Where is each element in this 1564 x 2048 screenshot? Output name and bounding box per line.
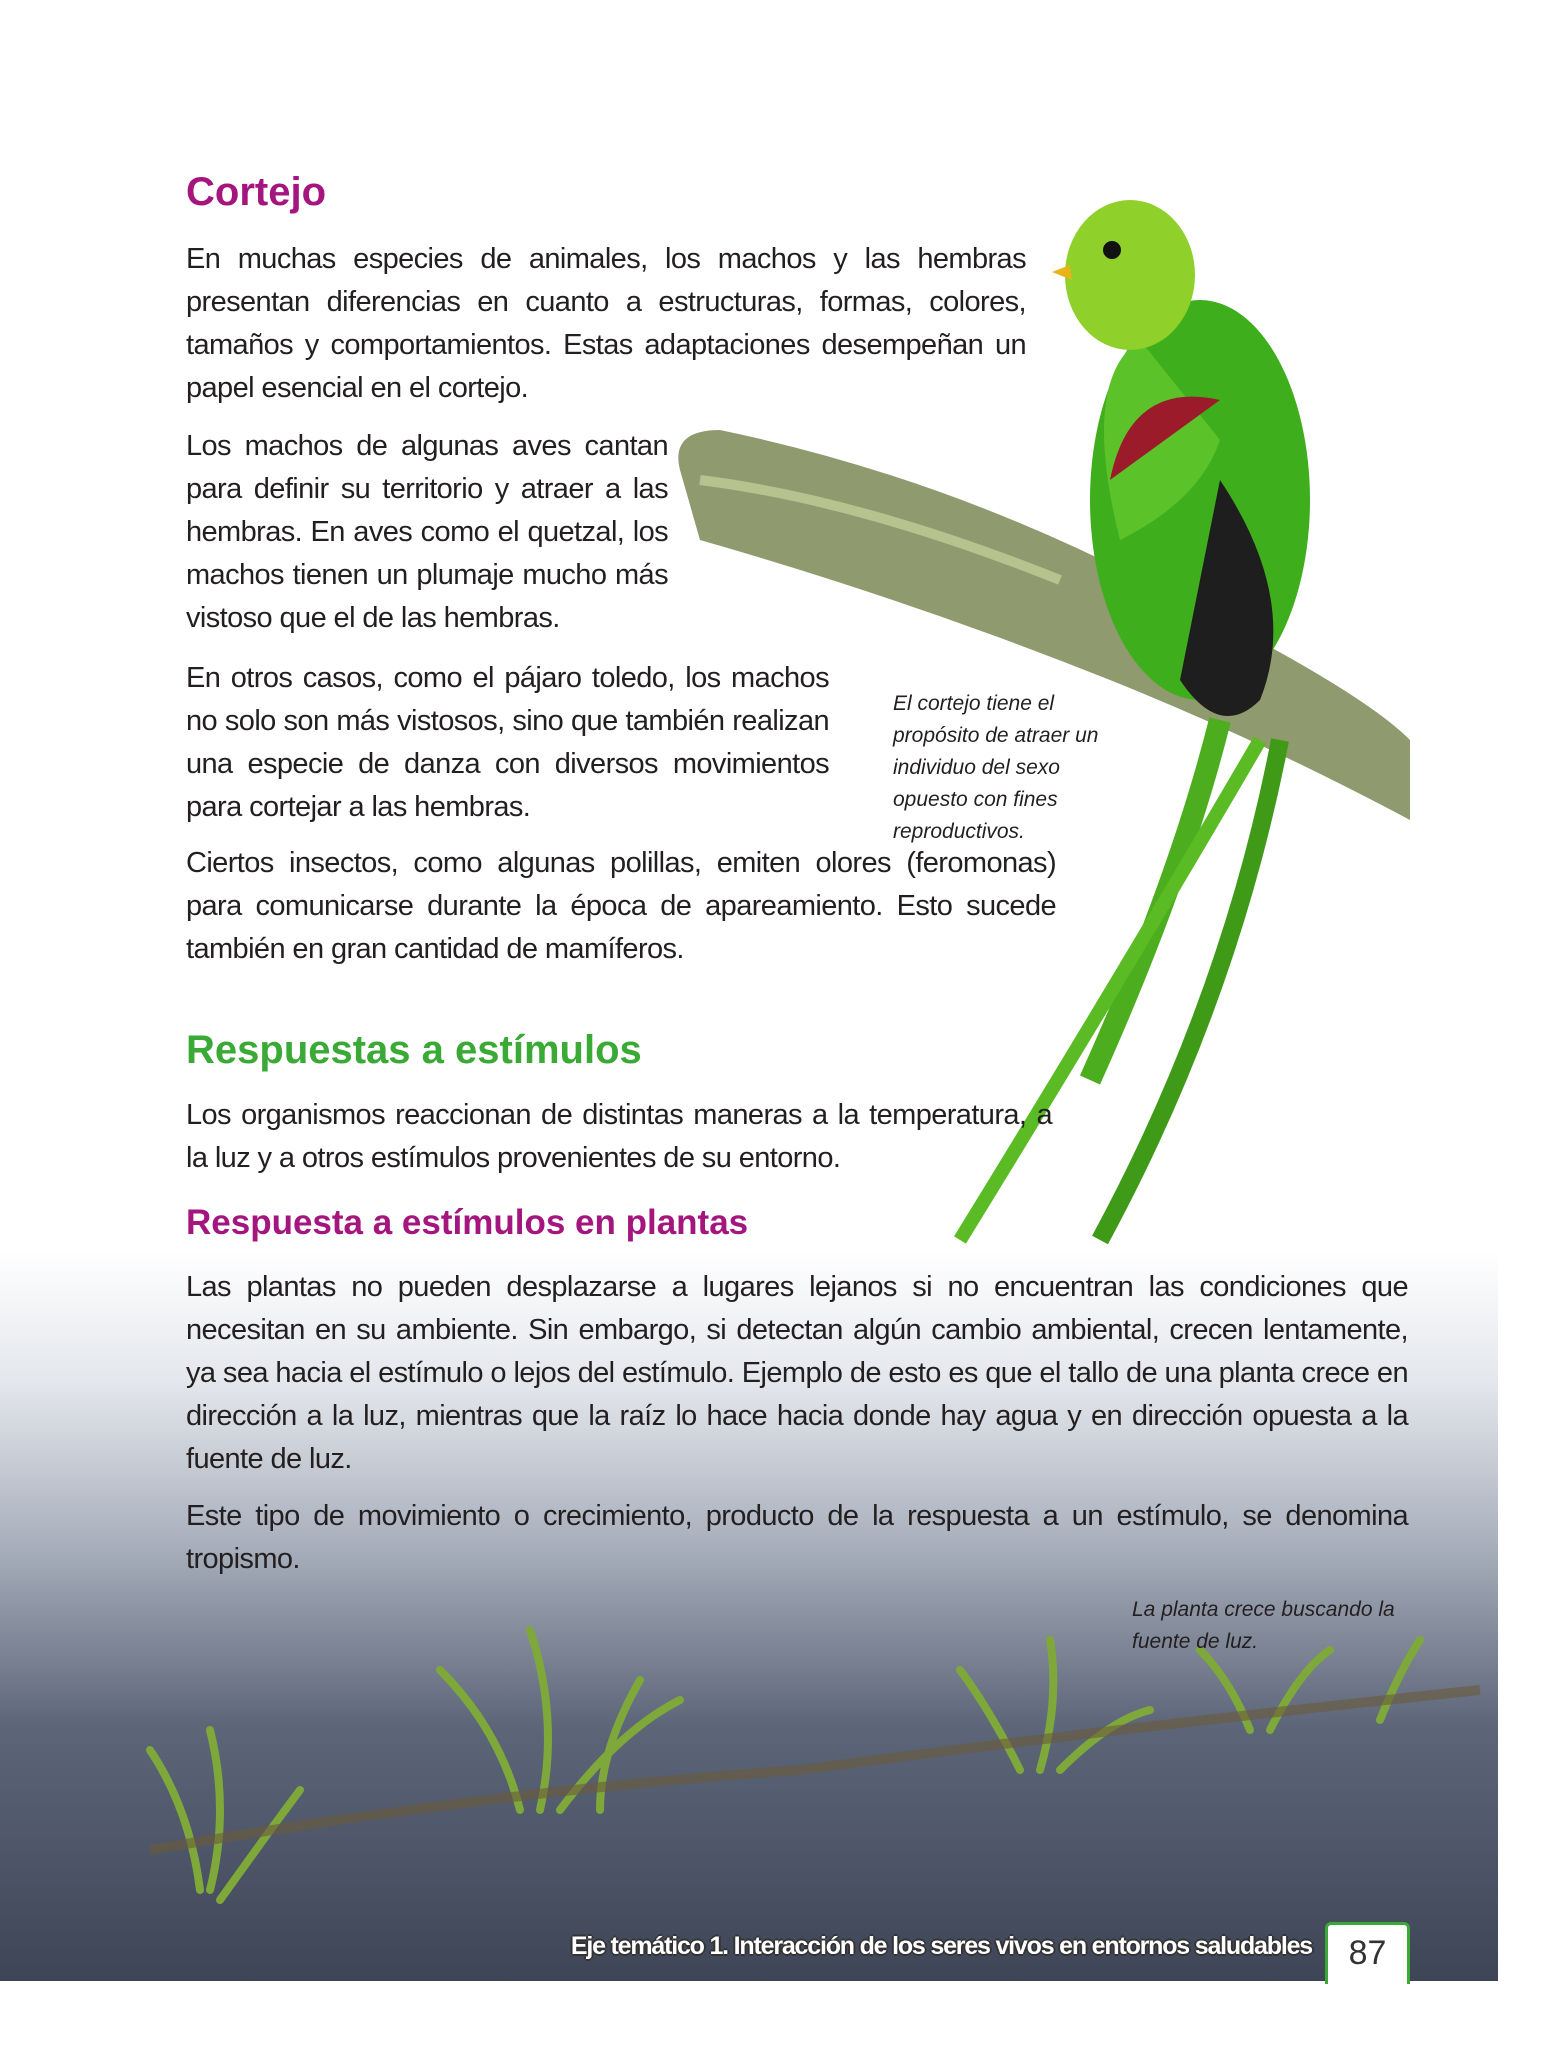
- section-title-respuestas: Respuestas a estímulos: [186, 1028, 642, 1072]
- cortejo-paragraph-3: En otros casos, como el pájaro toledo, los machos no solo son más vistosos, sino que también realizan una especie de danza con diversos movimientos para cortejar a las hembras.: [186, 662, 829, 823]
- page-number: 87: [1325, 1922, 1410, 1984]
- footer-axis-title: Eje temático 1. Interacción de los seres vivos en entornos saludables: [570, 1932, 1312, 1960]
- section-title-plantas: Respuesta a estímulos en plantas: [186, 1203, 749, 1242]
- text-column: [186, 168, 1408, 1658]
- cortejo-paragraph-2: Los machos de algunas aves cantan para definir su territorio y atraer a las hembras. En aves como el quetzal, los machos tienen un plumaje mucho más vistoso que el de las hembras.: [186, 430, 668, 634]
- plantas-paragraph-1: Las plantas no pueden desplazarse a lugares lejanos si no encuentran las condiciones que necesitan en su ambiente. Sin embargo, si detectan algún cambio ambiental, crecen lentamente, ya sea hacia el estímulo o lejos del estímulo. Ejemplo de esto es que el tallo de una planta crece en dirección a la luz, mientras que la raíz lo hace hacia donde hay agua y en dirección opuesta a la fuente de luz.: [186, 1271, 1408, 1475]
- plant-caption: La planta crece buscando la fuente de luz.: [1132, 1598, 1395, 1653]
- quetzal-caption: El cortejo tiene el propósito de atraer un individuo del sexo opuesto con fines reproductivos.: [893, 692, 1099, 843]
- respuestas-paragraph: Los organismos reaccionan de distintas maneras a la temperatura, a la luz y a otros estímulos provenientes de su entorno.: [186, 1099, 1052, 1174]
- section-title-cortejo: Cortejo: [186, 170, 326, 214]
- plantas-paragraph-2: Este tipo de movimiento o crecimiento, producto de la respuesta a un estímulo, se denomina tropismo.: [186, 1500, 1408, 1575]
- cortejo-paragraph-1: En muchas especies de animales, los machos y las hembras presentan diferencias en cuanto a estructuras, formas, colores, tamaños y comportamientos. Estas adaptaciones desempeñan un papel esencial en el cortejo.: [186, 243, 1026, 404]
- cortejo-paragraph-4: Ciertos insectos, como algunas polillas, emiten olores (feromonas) para comunicarse durante la época de apareamiento. Esto sucede también en gran cantidad de mamíferos.: [186, 847, 1056, 965]
